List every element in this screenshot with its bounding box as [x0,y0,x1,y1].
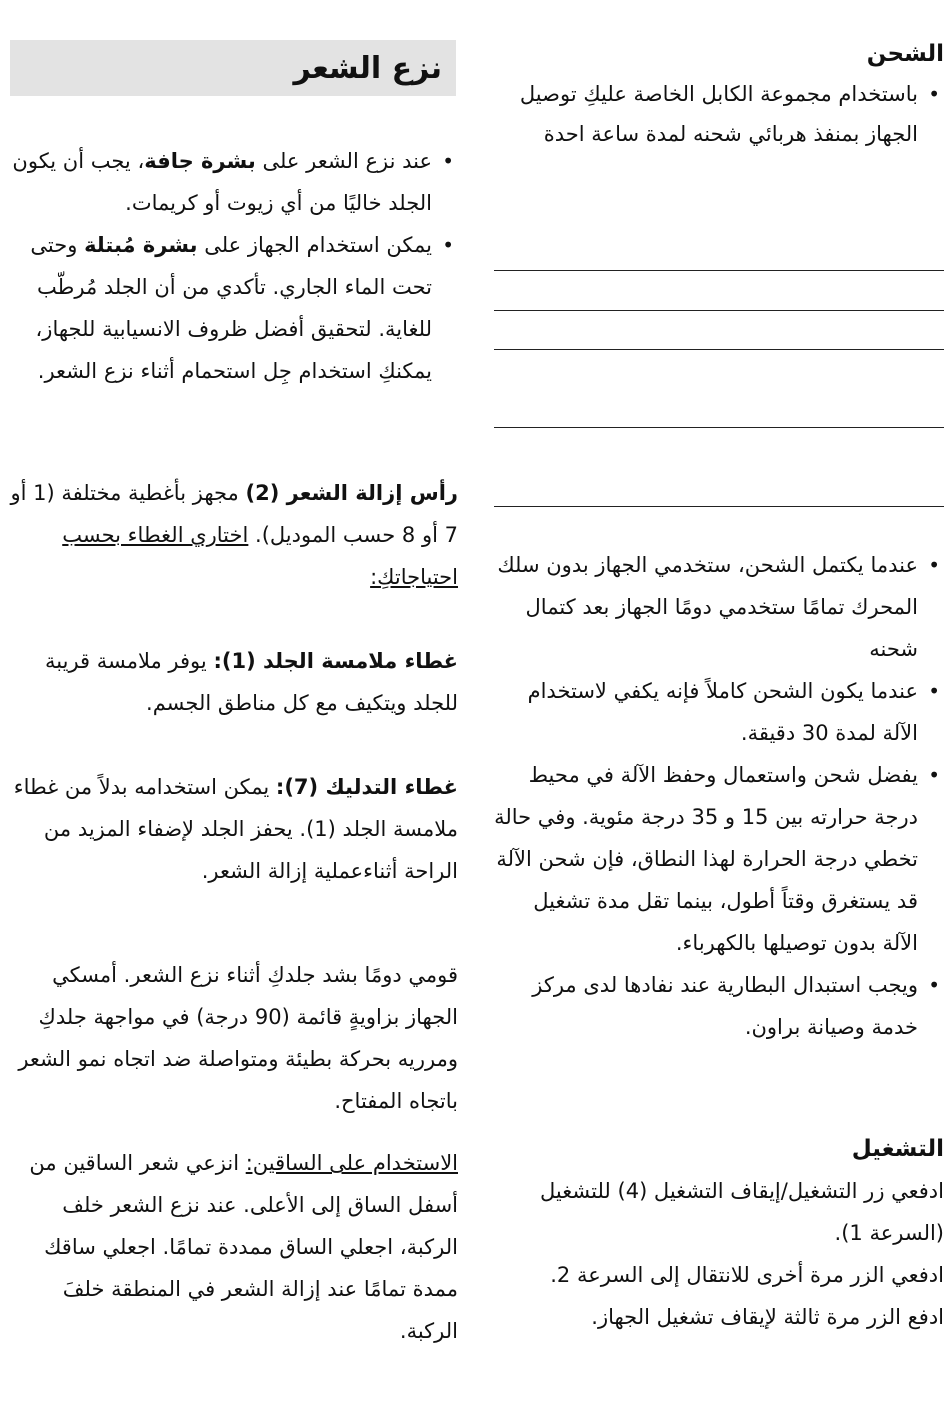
list-item-charge-complete: • عندما يكتمل الشحن، ستخدمي الجهاز بدون سلك المحرك تمامًا ستخدمي دومًا الجهاز بعد كتمال شحنه [494,544,944,670]
blank-line-2 [494,310,944,311]
blank-line-1 [494,270,944,271]
charging-section [494,34,944,154]
section-title-box [10,40,456,96]
operation-section [494,1128,944,1338]
charging-notes [494,544,944,1048]
blank-line-3 [494,349,944,350]
operation-line-1: ادفعي زر التشغيل/إيقاف التشغيل (4) للتشغيل (السرعة 1). [540,1179,944,1245]
list-item-charging-cable: • باستخدام مجموعة الكابل الخاصة عليكِ توصيل الجهاز بمنفذ هربائي شحنه لمدة ساعة احدة [494,74,944,154]
massage-cap-paragraph: غطاء التدليك (7): يمكن استخدامه بدلاً من غطاء ملامسة الجلد (1). يحفز الجلد لإضفاء المزيد من الراحة أثناءعملية إزالة الشعر. [13,775,458,883]
list-item-dry-skin: • عند نزع الشعر على بشرة جافة، يجب أن يكون الجلد خاليًا من أي زيوت أو كريمات. [10,140,458,224]
charging-heading: الشحن [866,41,944,67]
blank-line-5 [494,506,944,507]
section-title: نزع الشعر [293,50,442,86]
legs-paragraph: الاستخدام على الساقين: انزعي شعر الساقين من أسفل الساق إلى الأعلى. عند نزع الشعر خلف الركبة، اجعلي الساق ممددة تمامًا. اجعلي ساقك ممدة تمامًا عند إزالة الشعر في المنطقة خلفَ الركبة. [29,1151,458,1343]
technique-paragraph: قومي دومًا بشد جلدكِ أثناء نزع الشعر. أمسكي الجهاز بزاويةٍ قائمة (90 درجة) في مواجهة جلدكِ ومرريه بحركة بطيئة ومتواصلة ضد اتجاه نمو الشعر باتجاه المفتاح. [18,963,458,1113]
skin-contact-cap-paragraph: غطاء ملامسة الجلد (1): يوفر ملامسة قريبة للجلد ويتكيف مع كل مناطق الجسم. [45,649,458,715]
skin-tips [10,140,458,392]
list-item-wet-skin: • يمكن استخدام الجهاز على بشرة مُبتلة وحتى تحت الماء الجاري. تأكدي من أن الجلد مُرطّب للغاية. لتحقيق أفضل ظروف الانسيابية للجهاز، يمكنكِ استخدام جِل استحمام أثناء نزع الشعر. [10,224,458,392]
list-item-battery-replacement: • ويجب استبدال البطارية عند نفادها لدى مركز خدمة وصيانة براون. [494,964,944,1048]
list-item-runtime: • عندما يكون الشحن كاملاً فإنه يكفي لاستخدام الآلة لمدة 30 دقيقة. [494,670,944,754]
list-item-temperature: • يفضل شحن واستعمال وحفظ الآلة في محيط درجة حرارته بين 15 و 35 درجة مئوية. وفي حالة تخطي درجة الحرارة لهذا النطاق، فإن شحن الآلة قد يستغرق وقتاً أطول، بينما تقل مدة تشغيل الآلة بدون توصيلها بالكهرباء. [494,754,944,964]
operation-heading: التشغيل [851,1136,944,1162]
operation-line-2: ادفعي الزر مرة أخرى للانتقال إلى السرعة 2. [550,1263,944,1287]
blank-line-4 [494,427,944,428]
operation-line-3: ادفع الزر مرة ثالثة لإيقاف تشغيل الجهاز. [591,1305,944,1329]
epilation-head-paragraph: رأس إزالة الشعر (2) مجهز بأغطية مختلفة (1 أو 7 أو 8 حسب الموديل). اختاري الغطاء بحسب احتياجاتكِ: [10,481,458,589]
